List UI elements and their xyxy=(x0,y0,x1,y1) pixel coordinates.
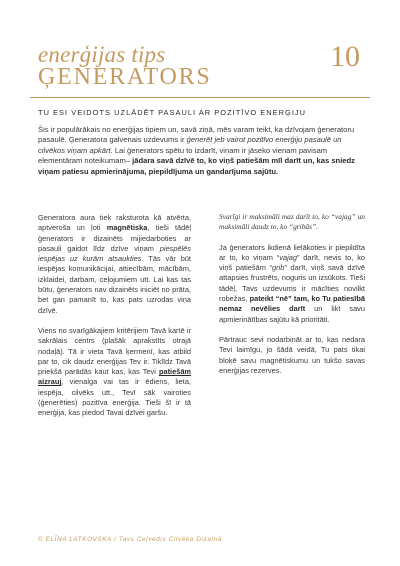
intro-text-4: jādara savā dzīvē to, ko viņš patiešām mīl darīt un, kas sniedz viņam patiesu apmierinājuma, piepildījuma un gandarījuma sajūtu. xyxy=(38,156,355,176)
right-paragraph-1 xyxy=(219,243,365,325)
intro-text-3: Lai ģenerators spētu to izdarīt, viņam ir jāseko vienam pavisam elementāram noteikumam– xyxy=(38,145,328,166)
right-p1-text-g: un likt savu apmierinātības sajūtu kā prioritāti. xyxy=(219,304,365,324)
left-p1-text-a: Ģeneratora aura tiek raksturota kā atvērta, aptveroša un ļoti xyxy=(38,213,191,233)
right-paragraph-2: Pārtrauc sevi nodarbināt ar to, kas nedara Tevi laimīgu, jo šādā veidā, Tu pats tikai bloķē savu magnētiskumu un tukšo savas enerģijas rezerves. xyxy=(219,334,365,375)
intro-text-1: Šis ir populārākais no enerģijas tipiem un, savā ziņā, mēs varam teikt, ka dzīvojam ģeneratoru pasaulē. Ģeneratora galvenais uzdevums ir xyxy=(38,125,355,145)
left-p1-text-c: , tieši tādēļ ģenerators ir dizainēts mijiedarboties ar pasauli gaidot līdz dzīve viņam xyxy=(38,223,191,253)
section-subtitle: TU ESI VEIDOTS UZLĀDĒT PASAULI AR POZITĪVO ENERĢIJU xyxy=(38,108,307,117)
left-p2-text-a: Viens no svarīgākajiem kritērijiem Tavā kartē ir sakrālais centrs (plašāk aprakstīts otrajā nodaļā). Tā ir vieta Tavā ķermenī, kas atbild par to, cik daudz enerģijas Tev ir. Tiklīdz Tavā priekšā parādās kaut kas, kas Tevi xyxy=(38,325,191,377)
header-divider xyxy=(30,97,370,98)
right-p1-text-e: ” darīt, viņš savā dzīvē attapsies frustrēts, noguris un izsūkots. Tieši tādēļ, Tavs uzdevums ir mācīties novilkt robežas, xyxy=(219,263,365,304)
left-p2-text-b: patiešām aizrauj xyxy=(38,367,191,387)
left-paragraph-1 xyxy=(38,213,191,316)
intro-text-2: ģenerēt jeb vairot pozitīvo enerģiju pasaulē un cilvēkos viņam apkārt. xyxy=(38,135,342,155)
page-number: 10 xyxy=(330,40,360,73)
left-paragraph-2 xyxy=(38,326,191,419)
right-p1-text-f: pateikt “nē” tam, ko Tu patiesībā nemaz nevēlies darīt xyxy=(219,294,365,314)
left-p1-text-e: . Tās vār būt iespējas komunikācijai, attiecībām, mācībām, izklaidei, darbam, ceļojumiem utt. Lai kas tas būtu, ģenerators nav dizainēts iniciēt no prāta, bet gan pamanīt to, kas pats uzrodas viņa dzīvē. xyxy=(38,254,191,315)
pull-quote: Svarīgi ir maksimāli maz darīt to, ko “vajag” un maksimāli daudz to, ko “gribās”. xyxy=(219,212,365,232)
right-p1-text-c: ” darīt, nevis to, ko viņš patiešām “ xyxy=(219,252,366,273)
intro-paragraph xyxy=(38,125,363,177)
right-p1-text-d: grib xyxy=(272,263,285,273)
page-title: ĢENERATORS xyxy=(38,64,212,90)
right-p1-text-a: Ja ģenerators ikdienā lielākoties ir piepildīta ar to, ko viņam “ xyxy=(219,242,365,262)
left-column xyxy=(38,213,191,429)
series-title: enerģijas tips xyxy=(38,42,166,67)
page-footer: © ELĪNA LATKOVSKA / Tavs Ceļvedis Cilvēka Dizainā xyxy=(38,536,222,543)
left-p1-text-b: magnētiska xyxy=(106,223,148,233)
right-column xyxy=(219,212,365,386)
left-p1-text-d: piespēlēs iespējas uz kurām atsaukties xyxy=(38,243,191,264)
right-p1-text-b: vajag xyxy=(279,252,297,262)
left-p2-text-c: , vienalga vai tas ir ēdiens, lieta, iespēja, cilvēks utt., Tevī sāk vairoties (ģenerēties) pozitīva enerģija. Tieši šī ir tā enerģija, kas piedod Tavai dzīvei garšu. xyxy=(38,377,191,418)
